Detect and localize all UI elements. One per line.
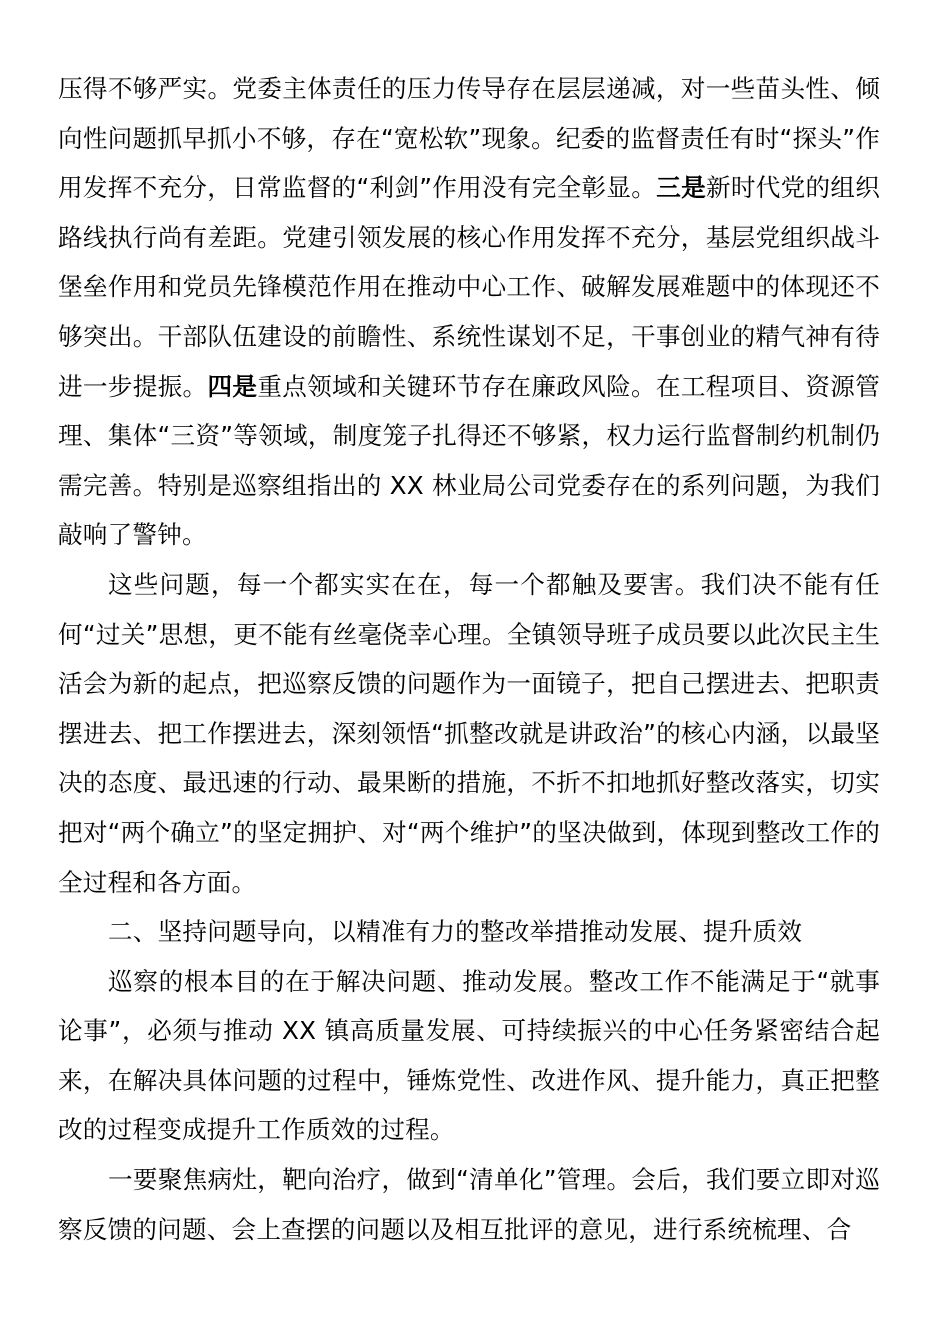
paragraph-1-bold-third: 三是 (656, 173, 706, 203)
paragraph-1-bold-fourth: 四是 (207, 371, 258, 401)
section-heading: 二、坚持问题导向，以精准有力的整改举措推动发展、提升质效 (108, 917, 803, 947)
paragraph-1-text-c: 重点领域和关键环节存在廉政风险。在工程项目、资源管理、集体“三资”等领域，制度笼子扎得还不够紧，权力运行监督制约机制仍需完善。特别是巡察组指出的 XX 林业局公司党委存在的系列问题，为我们敲响了警钟。 (58, 371, 880, 550)
paragraph-2-text: 这些问题，每一个都实实在在，每一个都触及要害。我们决不能有任何“过关”思想，更不能有丝毫侥幸心理。全镇领导班子成员要以此次民主生活会为新的起点，把巡察反馈的问题作为一面镜子，把自己摆进去、把职责摆进去、把工作摆进去，深刻领悟“抓整改就是讲政治”的核心内涵，以最坚决的态度、最迅速的行动、最果断的措施，不折不扣地抓好整改落实，切实把对“两个确立”的坚定拥护、对“两个维护”的坚决做到，体现到整改工作的全过程和各方面。 (58, 569, 880, 897)
paragraph-2 (58, 560, 880, 907)
document-page (58, 64, 880, 1254)
paragraph-1 (58, 64, 880, 560)
paragraph-1-text-b: 新时代党的组织路线执行尚有差距。党建引领发展的核心作用发挥不充分，基层党组织战斗堡垒作用和党员先锋模范作用在推动中心工作、破解发展难题中的体现还不够突出。干部队伍建设的前瞻性、系统性谋划不足，干事创业的精气神有待进一步提振。 (58, 173, 881, 401)
paragraph-1-text-a: 压得不够严实。党委主体责任的压力传导存在层层递减，对一些苗头性、倾向性问题抓早抓小不够，存在“宽松软”现象。纪委的监督责任有时“探头”作用发挥不充分，日常监督的“利剑”作用没有完全彰显。 (58, 74, 880, 203)
paragraph-4: 一要聚焦病灶，靶向治疗，做到“清单化”管理。会后，我们要立即对巡察反馈的问题、会上查摆的问题以及相互批评的意见，进行系统梳理、合 (58, 1165, 880, 1244)
paragraph-3: 巡察的根本目的在于解决问题、推动发展。整改工作不能满足于“就事论事”，必须与推动 XX 镇高质量发展、可持续振兴的中心任务紧密结合起来，在解决具体问题的过程中，锤炼党性、改进作风、提升能力，真正把整改的过程变成提升工作质效的过程。 (58, 966, 880, 1145)
